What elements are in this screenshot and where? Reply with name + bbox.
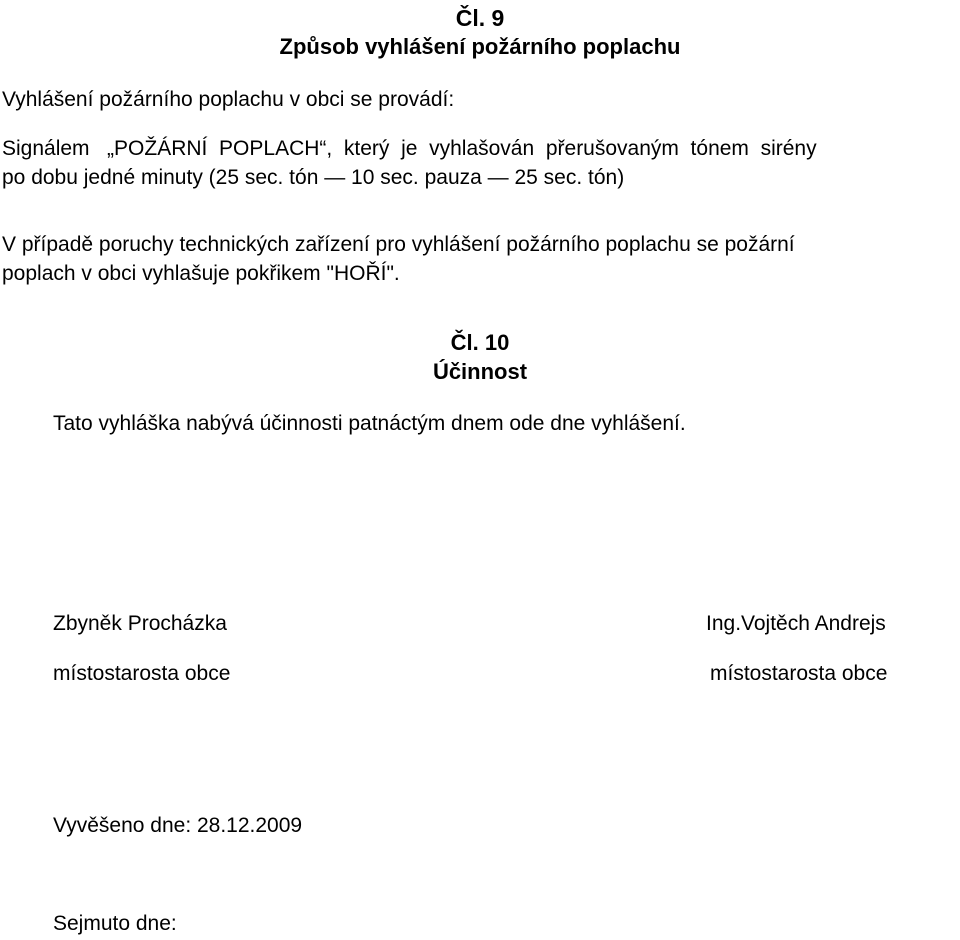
article-9-number: Čl. 9 bbox=[455, 5, 505, 31]
article-10-title: Účinnost bbox=[432, 359, 528, 384]
article-9-title: Způsob vyhlášení požárního poplachu bbox=[279, 34, 681, 59]
signature-right-name: Ing.Vojtěch Andrejs bbox=[706, 612, 886, 635]
signature-left-name: Zbyněk Procházka bbox=[53, 612, 227, 635]
article-9-failure-line-2: poplach v obci vyhlašuje pokřikem "HOŘÍ". bbox=[2, 262, 400, 285]
posted-date: Vyvěšeno dne: 28.12.2009 bbox=[53, 814, 303, 837]
removed-date: Sejmuto dne: bbox=[53, 912, 177, 935]
article-10-text: Tato vyhláška nabývá účinnosti patnáctým dnem ode dne vyhlášení. bbox=[53, 412, 686, 435]
article-9-signal-line-1: Signálem „POŽÁRNÍ POPLACH“, který je vyhlašován přerušovaným tónem sirény bbox=[2, 137, 817, 160]
article-9-intro: Vyhlášení požárního poplachu v obci se provádí: bbox=[2, 88, 455, 111]
article-10-number: Čl. 10 bbox=[450, 330, 510, 355]
article-9-failure-line-1: V případě poruchy technických zařízení pro vyhlášení požárního poplachu se požární bbox=[2, 233, 795, 256]
signature-right-role: místostarosta obce bbox=[710, 662, 888, 685]
article-9-signal-line-2: po dobu jedné minuty (25 sec. tón — 10 sec. pauza — 25 sec. tón) bbox=[2, 166, 625, 189]
signature-left-role: místostarosta obce bbox=[53, 662, 231, 685]
